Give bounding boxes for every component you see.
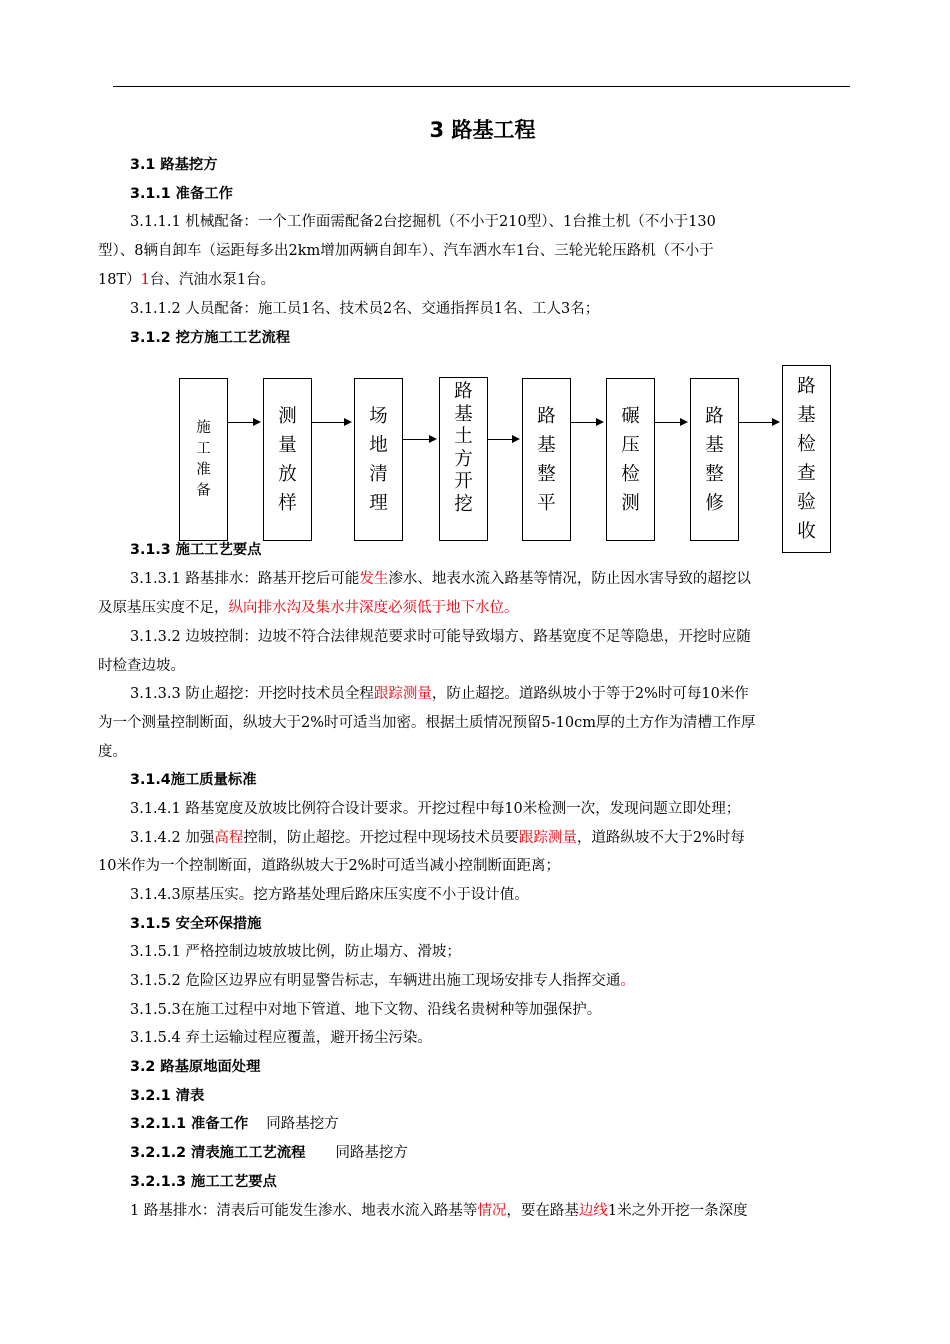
flow-step-char: 碾 <box>621 405 640 427</box>
flow-step-char: 备 <box>196 482 211 499</box>
flow-step-char: 基 <box>705 434 724 456</box>
para-3-1-4-3: 3.1.4.3原基压实。挖方路基处理后路床压实度不小于设计值。 <box>130 887 529 903</box>
para-3-1-5-3: 3.1.5.3在施工过程中对地下管道、地下文物、沿线名贵树种等加强保护。 <box>130 1002 602 1018</box>
flow-step-char: 压 <box>621 434 640 456</box>
flow-arrow <box>488 439 518 440</box>
para-3-1-3-2-line2: 时检查边坡。 <box>98 658 185 674</box>
heading-3-1-3: 3.1.3 施工工艺要点 <box>130 542 262 558</box>
flow-step-char: 理 <box>369 492 388 514</box>
page-title: 3 路基工程 <box>429 118 536 142</box>
flow-step-char: 准 <box>196 461 211 478</box>
flow-step-char: 检 <box>621 463 640 485</box>
flow-step-char: 路 <box>537 405 556 427</box>
heading-3-1-2: 3.1.2 挖方施工工艺流程 <box>130 330 291 346</box>
flow-step-char: 路 <box>797 376 816 397</box>
highlight-red: 高程 <box>214 830 244 846</box>
flow-step-survey-layout <box>263 378 312 541</box>
heading-3-2-1: 3.2.1 清表 <box>130 1088 205 1104</box>
para-3-1-3-3-line1: 3.1.3.3 防止超挖：开挖时技术员全程跟踪测量，防止超挖。道路纵坡小于等于2%时可每10米作 <box>130 686 749 702</box>
heading-3-1-1: 3.1.1 准备工作 <box>130 186 233 202</box>
para-3-1-4-1: 3.1.4.1 路基宽度及放坡比例符合设计要求。开挖过程中每10米检测一次，发现问题立即处理； <box>130 801 741 817</box>
highlight-red: 纵向排水沟及集水井深度必须低于地下水位。 <box>228 600 519 616</box>
heading-3-1-5: 3.1.5 安全环保措施 <box>130 916 262 932</box>
flow-step-char: 修 <box>705 492 724 514</box>
flow-step-subgrade-leveling <box>522 378 571 541</box>
para-3-1-4-2-line2: 10米作为一个控制断面，道路纵坡大于2%时可适当减小控制断面距离； <box>98 858 560 874</box>
flow-step-char: 测 <box>621 492 640 514</box>
flow-step-char: 开 <box>454 471 473 492</box>
flow-arrow <box>739 422 778 423</box>
para-3-1-3-3-line2: 为一个测量控制断面，纵坡大于2%时可适当加密。根据土质情况预留5-10cm厚的土方作为清槽工作厚 <box>98 715 756 731</box>
flow-step-char: 土 <box>454 426 473 447</box>
highlight-red: 。 <box>620 973 635 989</box>
flow-step-inspection-acceptance <box>782 365 831 553</box>
flow-step-subgrade-trimming <box>690 378 739 541</box>
flow-arrow <box>655 422 686 423</box>
flow-step-char: 检 <box>797 434 816 455</box>
highlight-red: 跟踪测量 <box>518 830 577 846</box>
header-rule <box>113 86 850 87</box>
para-3-1-1-1-line3: 18T）1台、汽油水泵1台。 <box>98 272 276 288</box>
para-3-1-3-3-line3: 度。 <box>98 744 127 760</box>
para-3-1-1-1-line1: 3.1.1.1 机械配备：一个工作面需配备2台挖掘机（不小于210型）、1台推土机（不小于130 <box>130 214 716 230</box>
flow-step-construction-prep <box>179 378 228 541</box>
flow-step-char: 清 <box>369 463 388 485</box>
heading-3-2: 3.2 路基原地面处理 <box>130 1059 261 1075</box>
flow-step-char: 基 <box>537 434 556 456</box>
flow-step-char: 收 <box>797 521 816 542</box>
flow-step-char: 样 <box>278 492 297 514</box>
para-3-1-5-4: 3.1.5.4 弃土运输过程应覆盖，避开扬尘污染。 <box>130 1030 432 1046</box>
heading-3-2-1-3: 3.2.1.3 施工工艺要点 <box>130 1174 277 1190</box>
flow-step-char: 工 <box>196 440 211 457</box>
flow-step-char: 量 <box>278 434 297 456</box>
heading-3-2-1-2: 3.2.1.2 清表施工工艺流程 同路基挖方 <box>130 1145 408 1161</box>
flow-step-char: 验 <box>797 492 816 513</box>
flow-step-earth-excavation <box>439 377 488 541</box>
flow-step-char: 平 <box>537 492 556 514</box>
flow-step-char: 场 <box>369 405 388 427</box>
flow-arrow <box>312 422 350 423</box>
flow-step-char: 方 <box>454 448 473 470</box>
flow-step-char: 路 <box>705 405 724 427</box>
flow-step-char: 基 <box>454 403 473 425</box>
flow-step-char: 整 <box>705 463 724 485</box>
flow-arrow <box>403 439 435 440</box>
flow-arrow <box>571 422 602 423</box>
para-3-1-4-2-line1: 3.1.4.2 加强高程控制，防止超挖。开挖过程中现场技术员要跟踪测量，道路纵坡不大于2%时每 <box>130 830 745 846</box>
heading-3-1-4: 3.1.4施工质量标准 <box>130 772 257 788</box>
highlight-red: 发生 <box>359 571 389 587</box>
heading-3-1: 3.1 路基挖方 <box>130 157 218 173</box>
highlight-red: 情况 <box>477 1203 507 1219</box>
para-3-1-5-1: 3.1.5.1 严格控制边坡放坡比例，防止塌方、滑坡； <box>130 944 461 960</box>
para-3-1-1-2: 3.1.1.2 人员配备：施工员1名、技术员2名、交通指挥员1名、工人3名； <box>130 301 600 317</box>
flow-step-char: 地 <box>369 434 388 456</box>
para-3-1-1-1-line2: 型）、8辆自卸车（运距每多出2km增加两辆自卸车）、汽车洒水车1台、三轮光轮压路机（不小于 <box>98 243 714 259</box>
flow-step-site-clearing <box>354 378 403 541</box>
highlight-red: 跟踪测量 <box>373 686 432 702</box>
flow-arrow <box>228 422 259 423</box>
flow-step-char: 查 <box>797 463 816 484</box>
flow-step-char: 整 <box>537 463 556 485</box>
flow-step-char: 路 <box>454 381 473 402</box>
para-3-1-5-2: 3.1.5.2 危险区边界应有明显警告标志，车辆进出施工现场安排专人指挥交通。 <box>130 973 635 989</box>
para-3-1-3-1-line2: 及原基压实度不足，纵向排水沟及集水井深度必须低于地下水位。 <box>98 600 519 616</box>
flow-step-compaction-test <box>606 378 655 541</box>
highlight-red: 1 <box>140 272 150 288</box>
flow-step-char: 放 <box>278 463 297 485</box>
para-3-1-3-2-line1: 3.1.3.2 边坡控制：边坡不符合法律规范要求时可能导致塌方、路基宽度不足等隐患，开挖时应随 <box>130 629 751 645</box>
para-3-1-3-1-line1: 3.1.3.1 路基排水：路基开挖后可能发生渗水、地表水流入路基等情况，防止因水害导致的超挖以 <box>130 571 751 587</box>
flow-step-char: 挖 <box>454 493 473 515</box>
heading-3-2-1-1: 3.2.1.1 准备工作 同路基挖方 <box>130 1116 339 1132</box>
para-subgrade-drainage: 1 路基排水：清表后可能发生渗水、地表水流入路基等情况，要在路基边线1米之外开挖一条深度 <box>130 1203 748 1219</box>
highlight-red: 边线 <box>578 1203 608 1219</box>
flow-step-char: 测 <box>278 405 297 427</box>
flow-step-char: 基 <box>797 405 816 426</box>
flow-step-char: 施 <box>196 419 211 436</box>
